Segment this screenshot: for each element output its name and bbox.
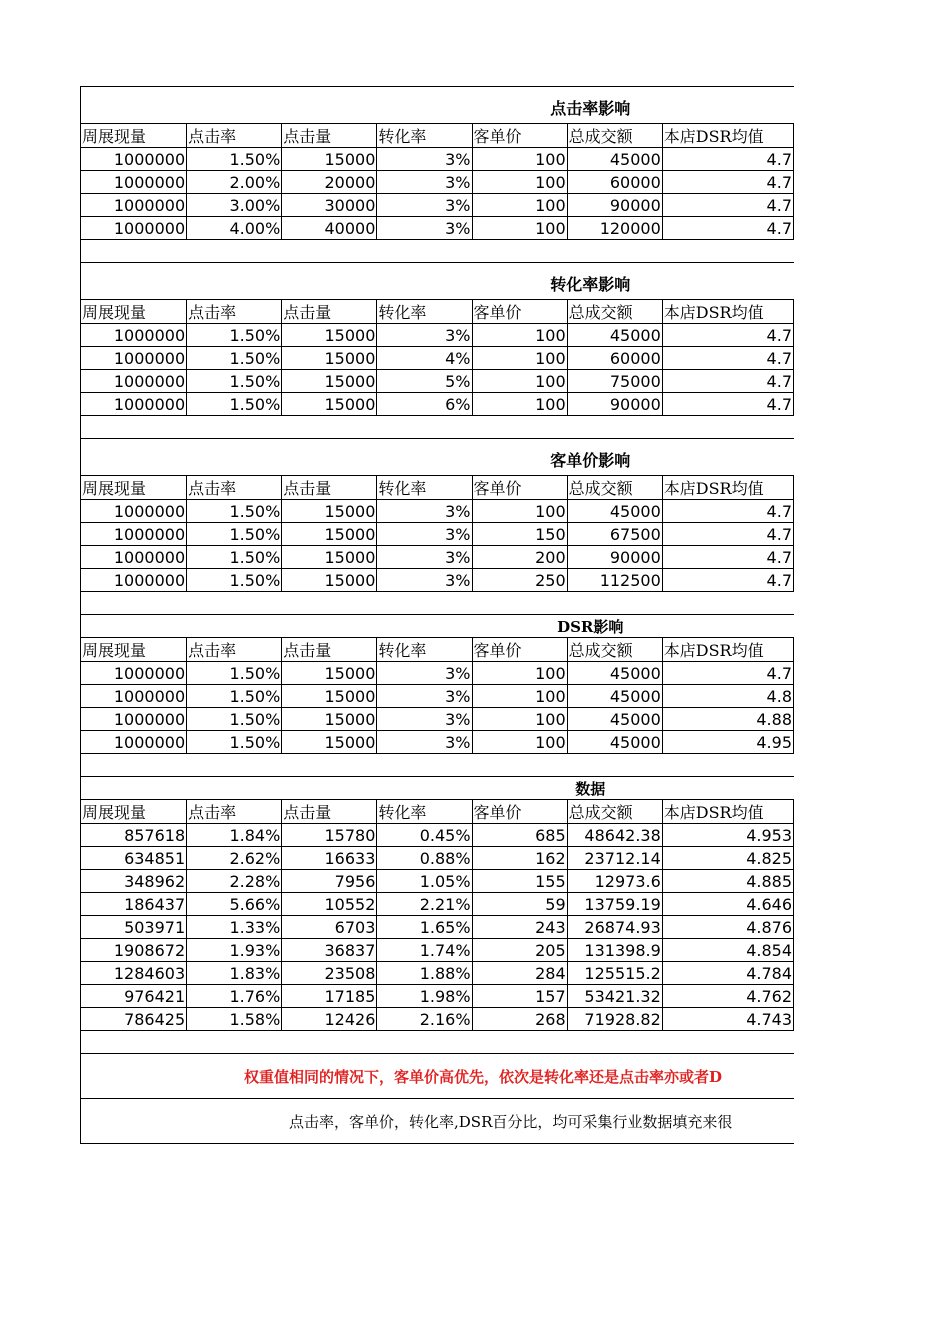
cell[interactable]: 1.65% — [377, 916, 472, 939]
cell[interactable]: 1.50% — [187, 148, 282, 171]
column-header[interactable]: 本店DSR均值 — [662, 124, 793, 148]
cell[interactable]: 100 — [472, 708, 567, 731]
cell[interactable]: 2.21% — [377, 893, 472, 916]
note-industry-data[interactable]: 点击率，客单价，转化率,DSR百分比，均可采集行业数据填充来很 — [81, 1099, 794, 1144]
column-header[interactable]: 点击量 — [282, 476, 377, 500]
cell[interactable]: 4.854 — [662, 939, 793, 962]
cell[interactable]: 15000 — [282, 731, 377, 754]
cell[interactable]: 100 — [472, 194, 567, 217]
cell[interactable]: 10552 — [282, 893, 377, 916]
section-title-row — [81, 263, 794, 300]
cell[interactable]: 60000 — [567, 347, 662, 370]
cell[interactable]: 1000000 — [81, 731, 187, 754]
cell[interactable]: 120000 — [567, 217, 662, 240]
spreadsheet-table — [80, 86, 794, 1144]
section-title: 客单价影响 — [550, 451, 631, 470]
cell[interactable]: 12973.6 — [567, 870, 662, 893]
table-row — [81, 347, 794, 370]
cell[interactable]: 786425 — [81, 1008, 187, 1031]
cell[interactable]: 1.50% — [187, 393, 282, 416]
cell[interactable]: 1000000 — [81, 523, 187, 546]
section-title: 点击率影响 — [550, 99, 631, 118]
cell[interactable]: 67500 — [567, 523, 662, 546]
column-header[interactable]: 点击率 — [187, 638, 282, 662]
cell[interactable]: 15780 — [282, 824, 377, 847]
cell[interactable]: 1000000 — [81, 217, 187, 240]
column-header[interactable]: 转化率 — [377, 476, 472, 500]
cell[interactable]: 112500 — [567, 569, 662, 592]
cell[interactable]: 75000 — [567, 370, 662, 393]
column-header[interactable]: 客单价 — [472, 638, 567, 662]
table-row — [81, 569, 794, 592]
cell[interactable]: 4.784 — [662, 962, 793, 985]
spacer-row — [81, 416, 794, 439]
cell[interactable]: 4.88 — [662, 708, 793, 731]
cell[interactable]: 3% — [377, 546, 472, 569]
section-title-row — [81, 777, 794, 800]
cell[interactable]: 100 — [472, 171, 567, 194]
cell[interactable]: 4.7 — [662, 500, 793, 523]
cell[interactable]: 4.7 — [662, 171, 793, 194]
cell[interactable]: 15000 — [282, 148, 377, 171]
cell[interactable]: 250 — [472, 569, 567, 592]
cell[interactable]: 1.76% — [187, 985, 282, 1008]
cell[interactable]: 4.7 — [662, 569, 793, 592]
cell[interactable]: 1.50% — [187, 708, 282, 731]
column-header[interactable]: 本店DSR均值 — [662, 800, 793, 824]
column-header[interactable]: 客单价 — [472, 300, 567, 324]
table-row — [81, 500, 794, 523]
table-row — [81, 370, 794, 393]
header-row — [81, 124, 794, 148]
column-header[interactable]: 周展现量 — [81, 476, 187, 500]
column-header[interactable]: 周展现量 — [81, 800, 187, 824]
table-row — [81, 916, 794, 939]
spacer-row — [81, 240, 794, 263]
cell[interactable]: 2.28% — [187, 870, 282, 893]
column-header[interactable]: 点击率 — [187, 800, 282, 824]
column-header[interactable]: 点击量 — [282, 300, 377, 324]
cell[interactable]: 3% — [377, 569, 472, 592]
cell[interactable]: 60000 — [567, 171, 662, 194]
cell[interactable]: 15000 — [282, 546, 377, 569]
cell[interactable]: 20000 — [282, 171, 377, 194]
table-row — [81, 1008, 794, 1031]
cell[interactable]: 4.885 — [662, 870, 793, 893]
cell[interactable]: 6% — [377, 393, 472, 416]
cell[interactable]: 4.646 — [662, 893, 793, 916]
table-row — [81, 393, 794, 416]
cell[interactable]: 162 — [472, 847, 567, 870]
cell[interactable]: 2.62% — [187, 847, 282, 870]
cell[interactable]: 3% — [377, 324, 472, 347]
cell[interactable]: 4.825 — [662, 847, 793, 870]
table-row — [81, 893, 794, 916]
cell[interactable]: 268 — [472, 1008, 567, 1031]
column-header[interactable]: 本店DSR均值 — [662, 300, 793, 324]
cell[interactable]: 100 — [472, 217, 567, 240]
sheet-body — [81, 87, 794, 1144]
table-row — [81, 870, 794, 893]
cell[interactable]: 1.50% — [187, 523, 282, 546]
cell[interactable]: 7956 — [282, 870, 377, 893]
table-row — [81, 662, 794, 685]
table-row — [81, 985, 794, 1008]
cell[interactable]: 1.88% — [377, 962, 472, 985]
cell[interactable]: 3% — [377, 523, 472, 546]
cell[interactable]: 1000000 — [81, 708, 187, 731]
cell[interactable]: 4.7 — [662, 393, 793, 416]
column-header[interactable]: 总成交额 — [567, 638, 662, 662]
cell[interactable]: 1.50% — [187, 569, 282, 592]
cell[interactable]: 1.74% — [377, 939, 472, 962]
cell[interactable]: 90000 — [567, 194, 662, 217]
cell[interactable]: 150 — [472, 523, 567, 546]
cell[interactable]: 0.88% — [377, 847, 472, 870]
cell[interactable]: 1.58% — [187, 1008, 282, 1031]
cell[interactable]: 3% — [377, 685, 472, 708]
cell[interactable]: 1000000 — [81, 569, 187, 592]
cell[interactable]: 1.83% — [187, 962, 282, 985]
column-header[interactable]: 本店DSR均值 — [662, 476, 793, 500]
column-header[interactable]: 客单价 — [472, 800, 567, 824]
section-title: DSR影响 — [557, 618, 624, 636]
column-header[interactable]: 客单价 — [472, 476, 567, 500]
cell[interactable]: 4.743 — [662, 1008, 793, 1031]
table-row — [81, 523, 794, 546]
cell[interactable]: 100 — [472, 393, 567, 416]
cell[interactable]: 4.8 — [662, 685, 793, 708]
cell[interactable]: 1.50% — [187, 662, 282, 685]
cell[interactable]: 0.45% — [377, 824, 472, 847]
cell[interactable]: 3% — [377, 217, 472, 240]
table-row — [81, 685, 794, 708]
cell[interactable]: 17185 — [282, 985, 377, 1008]
cell[interactable]: 1000000 — [81, 500, 187, 523]
cell[interactable]: 30000 — [282, 194, 377, 217]
cell[interactable]: 100 — [472, 347, 567, 370]
table-row — [81, 962, 794, 985]
table-row — [81, 847, 794, 870]
cell[interactable]: 100 — [472, 500, 567, 523]
column-header[interactable]: 转化率 — [377, 300, 472, 324]
table-row — [81, 546, 794, 569]
cell[interactable]: 23508 — [282, 962, 377, 985]
cell[interactable]: 15000 — [282, 393, 377, 416]
cell[interactable]: 1000000 — [81, 546, 187, 569]
cell[interactable]: 1000000 — [81, 685, 187, 708]
column-header[interactable]: 总成交额 — [567, 124, 662, 148]
cell[interactable]: 4% — [377, 347, 472, 370]
cell[interactable]: 45000 — [567, 500, 662, 523]
blank-row — [81, 754, 794, 777]
cell[interactable]: 3% — [377, 500, 472, 523]
cell[interactable]: 976421 — [81, 985, 187, 1008]
column-header[interactable]: 客单价 — [472, 124, 567, 148]
cell[interactable]: 125515.2 — [567, 962, 662, 985]
cell[interactable]: 36837 — [282, 939, 377, 962]
section-title-row — [81, 439, 794, 476]
cell[interactable]: 4.876 — [662, 916, 793, 939]
cell[interactable]: 15000 — [282, 685, 377, 708]
cell[interactable]: 26874.93 — [567, 916, 662, 939]
cell[interactable]: 4.7 — [662, 546, 793, 569]
cell[interactable]: 5% — [377, 370, 472, 393]
header-row — [81, 476, 794, 500]
cell[interactable]: 23712.14 — [567, 847, 662, 870]
cell[interactable]: 685 — [472, 824, 567, 847]
cell[interactable]: 1.93% — [187, 939, 282, 962]
header-row — [81, 800, 794, 824]
cell[interactable]: 157 — [472, 985, 567, 1008]
cell[interactable]: 59 — [472, 893, 567, 916]
cell[interactable]: 503971 — [81, 916, 187, 939]
cell[interactable]: 1000000 — [81, 662, 187, 685]
column-header[interactable]: 周展现量 — [81, 124, 187, 148]
cell[interactable]: 1.84% — [187, 824, 282, 847]
cell[interactable]: 4.7 — [662, 347, 793, 370]
cell[interactable]: 348962 — [81, 870, 187, 893]
table-row — [81, 194, 794, 217]
cell[interactable]: 6703 — [282, 916, 377, 939]
cell[interactable]: 15000 — [282, 569, 377, 592]
column-header[interactable]: 总成交额 — [567, 300, 662, 324]
column-header[interactable]: 周展现量 — [81, 638, 187, 662]
cell[interactable]: 1000000 — [81, 347, 187, 370]
cell[interactable]: 45000 — [567, 685, 662, 708]
cell[interactable]: 45000 — [567, 662, 662, 685]
cell[interactable]: 1000000 — [81, 393, 187, 416]
cell[interactable]: 634851 — [81, 847, 187, 870]
cell[interactable]: 3.00% — [187, 194, 282, 217]
table-row — [81, 824, 794, 847]
column-header[interactable]: 总成交额 — [567, 476, 662, 500]
table-row — [81, 708, 794, 731]
column-header[interactable]: 总成交额 — [567, 800, 662, 824]
cell[interactable]: 3% — [377, 148, 472, 171]
cell[interactable]: 4.00% — [187, 217, 282, 240]
cell[interactable]: 2.16% — [377, 1008, 472, 1031]
cell[interactable]: 100 — [472, 685, 567, 708]
table-row — [81, 731, 794, 754]
cell[interactable]: 155 — [472, 870, 567, 893]
cell[interactable]: 3% — [377, 662, 472, 685]
cell[interactable]: 100 — [472, 731, 567, 754]
cell[interactable]: 4.95 — [662, 731, 793, 754]
column-header[interactable]: 点击量 — [282, 638, 377, 662]
cell[interactable]: 1000000 — [81, 324, 187, 347]
header-row — [81, 638, 794, 662]
cell[interactable]: 15000 — [282, 708, 377, 731]
cell[interactable]: 48642.38 — [567, 824, 662, 847]
table-row — [81, 171, 794, 194]
cell[interactable]: 200 — [472, 546, 567, 569]
column-header[interactable]: 转化率 — [377, 800, 472, 824]
cell[interactable]: 243 — [472, 916, 567, 939]
column-header[interactable]: 周展现量 — [81, 300, 187, 324]
cell[interactable]: 13759.19 — [567, 893, 662, 916]
cell[interactable]: 1.50% — [187, 324, 282, 347]
cell[interactable]: 1.05% — [377, 870, 472, 893]
cell[interactable]: 4.762 — [662, 985, 793, 1008]
cell[interactable]: 4.7 — [662, 217, 793, 240]
cell[interactable]: 100 — [472, 148, 567, 171]
cell[interactable]: 1.50% — [187, 500, 282, 523]
cell[interactable]: 15000 — [282, 523, 377, 546]
header-row — [81, 300, 794, 324]
cell[interactable]: 131398.9 — [567, 939, 662, 962]
note-row-red — [81, 1054, 794, 1099]
cell[interactable]: 3% — [377, 171, 472, 194]
cell[interactable]: 15000 — [282, 324, 377, 347]
cell[interactable]: 1000000 — [81, 194, 187, 217]
column-header[interactable]: 转化率 — [377, 124, 472, 148]
blank-row — [81, 1031, 794, 1054]
cell[interactable]: 1284603 — [81, 962, 187, 985]
section-title-row — [81, 615, 794, 638]
cell[interactable]: 15000 — [282, 500, 377, 523]
table-row — [81, 939, 794, 962]
column-header[interactable]: 转化率 — [377, 638, 472, 662]
cell[interactable]: 15000 — [282, 370, 377, 393]
cell[interactable]: 4.7 — [662, 370, 793, 393]
cell[interactable]: 53421.32 — [567, 985, 662, 1008]
table-row — [81, 217, 794, 240]
column-header[interactable]: 本店DSR均值 — [662, 638, 793, 662]
cell[interactable]: 4.7 — [662, 523, 793, 546]
blank-row — [81, 592, 794, 615]
cell[interactable]: 205 — [472, 939, 567, 962]
cell[interactable]: 3% — [377, 731, 472, 754]
cell[interactable]: 1000000 — [81, 148, 187, 171]
column-header[interactable]: 点击量 — [282, 124, 377, 148]
cell[interactable]: 1.50% — [187, 731, 282, 754]
cell[interactable]: 1.98% — [377, 985, 472, 1008]
cell[interactable]: 1000000 — [81, 370, 187, 393]
column-header[interactable]: 点击率 — [187, 124, 282, 148]
section-title-row — [81, 87, 794, 124]
table-row — [81, 148, 794, 171]
cell[interactable]: 45000 — [567, 731, 662, 754]
cell[interactable]: 90000 — [567, 546, 662, 569]
cell[interactable]: 4.953 — [662, 824, 793, 847]
cell[interactable]: 5.66% — [187, 893, 282, 916]
cell[interactable]: 100 — [472, 662, 567, 685]
cell[interactable]: 100 — [472, 324, 567, 347]
column-header[interactable]: 点击率 — [187, 300, 282, 324]
cell[interactable]: 1908672 — [81, 939, 187, 962]
cell[interactable]: 3% — [377, 708, 472, 731]
cell[interactable]: 3% — [377, 194, 472, 217]
cell[interactable]: 4.7 — [662, 194, 793, 217]
cell[interactable]: 71928.82 — [567, 1008, 662, 1031]
cell[interactable]: 40000 — [282, 217, 377, 240]
cell[interactable]: 45000 — [567, 148, 662, 171]
cell[interactable]: 1.50% — [187, 546, 282, 569]
cell[interactable]: 15000 — [282, 347, 377, 370]
cell[interactable]: 1.50% — [187, 685, 282, 708]
cell[interactable]: 4.7 — [662, 662, 793, 685]
cell[interactable]: 12426 — [282, 1008, 377, 1031]
note-row-black — [81, 1099, 794, 1144]
column-header[interactable]: 点击率 — [187, 476, 282, 500]
cell[interactable]: 284 — [472, 962, 567, 985]
section-title: 转化率影响 — [550, 275, 631, 294]
cell[interactable]: 15000 — [282, 662, 377, 685]
section-title: 数据 — [575, 780, 606, 798]
cell[interactable]: 857618 — [81, 824, 187, 847]
cell[interactable]: 1.50% — [187, 370, 282, 393]
table-row — [81, 324, 794, 347]
spreadsheet — [80, 86, 794, 1144]
cell[interactable]: 4.7 — [662, 148, 793, 171]
cell[interactable]: 45000 — [567, 324, 662, 347]
cell[interactable]: 45000 — [567, 708, 662, 731]
cell[interactable]: 1000000 — [81, 171, 187, 194]
cell[interactable]: 1.33% — [187, 916, 282, 939]
cell[interactable]: 90000 — [567, 393, 662, 416]
cell[interactable]: 186437 — [81, 893, 187, 916]
column-header[interactable]: 点击量 — [282, 800, 377, 824]
cell[interactable]: 4.7 — [662, 324, 793, 347]
cell[interactable]: 2.00% — [187, 171, 282, 194]
cell[interactable]: 100 — [472, 370, 567, 393]
note-priority[interactable]: 权重值相同的情况下，客单价高优先，依次是转化率还是点击率亦或者D — [81, 1054, 794, 1099]
cell[interactable]: 1.50% — [187, 347, 282, 370]
cell[interactable]: 16633 — [282, 847, 377, 870]
